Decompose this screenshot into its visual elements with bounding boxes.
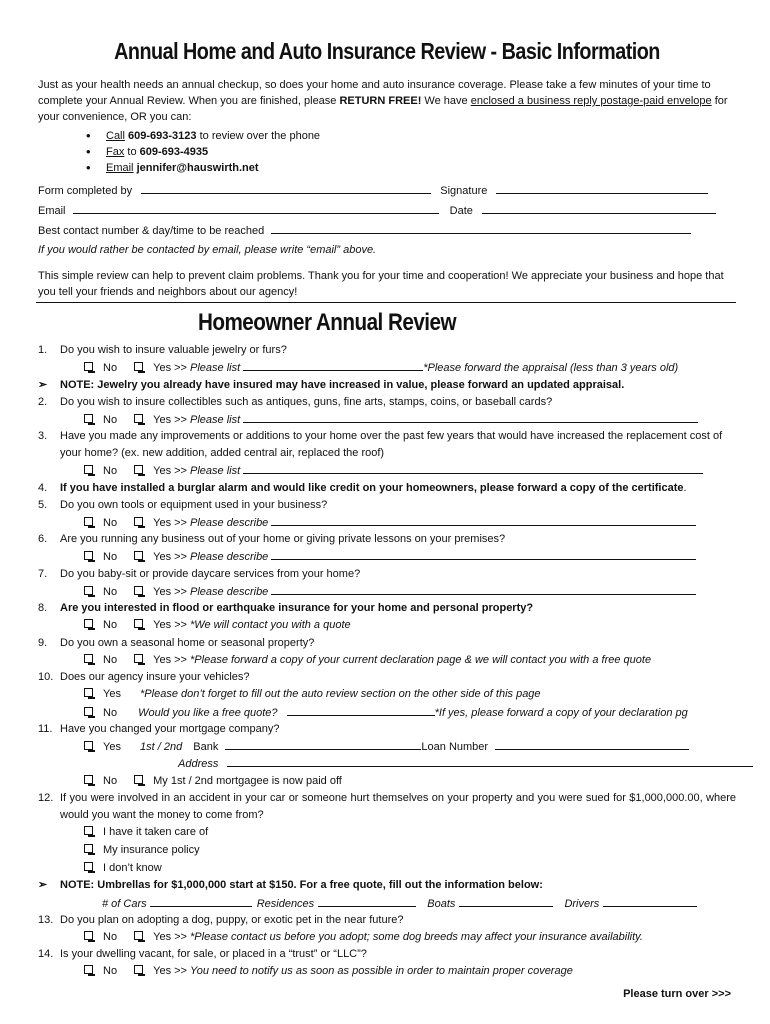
intro-text-2: Review. When you are finished, please bbox=[143, 95, 340, 107]
pet-note: *Please contact us before you adopt; some dog breeds may affect your insurance availability. bbox=[190, 931, 643, 943]
signature-field[interactable] bbox=[496, 182, 708, 194]
q-num: 5. bbox=[38, 499, 48, 511]
boats-label: Boats bbox=[427, 898, 456, 910]
please-describe: Please describe bbox=[190, 517, 269, 529]
form-title: Annual Home and Auto Insurance Review - Basic Information bbox=[114, 38, 660, 64]
question-7 bbox=[38, 566, 736, 583]
yes-label: Yes >> bbox=[153, 362, 191, 374]
no-label: No bbox=[103, 965, 118, 977]
bank-field[interactable] bbox=[225, 738, 421, 750]
question-11 bbox=[38, 721, 736, 738]
no-label: No bbox=[103, 517, 118, 529]
no-label: No bbox=[103, 654, 118, 666]
q5-yes-checkbox[interactable] bbox=[134, 517, 143, 526]
q13-options bbox=[84, 929, 643, 946]
please-list: Please list bbox=[190, 414, 241, 426]
q-tail: . bbox=[683, 482, 687, 494]
cars-label: # of Cars bbox=[102, 898, 147, 910]
q8-no-checkbox[interactable] bbox=[84, 619, 93, 628]
arrow-bullet-icon: ➢ bbox=[38, 879, 48, 891]
intro-envelope: enclosed a business reply postage-paid envelope bbox=[470, 95, 712, 107]
homeowner-title: Homeowner Annual Review bbox=[197, 309, 457, 336]
q1-yes-checkbox[interactable] bbox=[134, 362, 143, 371]
q-num: 6. bbox=[38, 533, 48, 545]
intro-text-4: for your convenience, OR you can: bbox=[38, 95, 728, 123]
email-note: If you would rather be contacted by email, please write “email” above. bbox=[38, 244, 377, 256]
contact-fax bbox=[86, 144, 320, 160]
drivers-field[interactable] bbox=[603, 895, 697, 907]
option-label: I don’t know bbox=[103, 862, 162, 874]
q11-yes-option bbox=[84, 738, 689, 755]
no-label: No bbox=[103, 551, 118, 563]
q13-yes-checkbox[interactable] bbox=[134, 931, 143, 940]
intro-return-free: RETURN FREE! bbox=[339, 95, 422, 107]
q7-yes-checkbox[interactable] bbox=[134, 586, 143, 595]
q7-no-checkbox[interactable] bbox=[84, 586, 93, 595]
q-num: 14. bbox=[38, 948, 54, 960]
loan-number-field[interactable] bbox=[495, 738, 689, 750]
best-contact-row bbox=[38, 222, 691, 238]
turn-over-note: Please turn over >>> bbox=[623, 988, 731, 1000]
thanks-paragraph: This simple review can help to prevent claim problems. Thank you for your time and cooperation! We appreciate your business and hope that you tell your friends and neighbors about our agency! bbox=[38, 270, 724, 298]
please-list: Please list bbox=[190, 362, 241, 374]
q3-no-checkbox[interactable] bbox=[84, 465, 93, 474]
q-text: Do you own tools or equipment used in your business? bbox=[60, 499, 328, 511]
q3-list-field[interactable] bbox=[243, 462, 703, 474]
q-text: Have you made any improvements or additions to your home over the past few years that would have increased the replacement cost of your home? (ex. new addition, added central air, replaced the roof) bbox=[60, 430, 723, 459]
intro-text-3: We have bbox=[421, 95, 471, 107]
fax-label: Fax bbox=[106, 146, 125, 158]
question-6 bbox=[38, 531, 736, 548]
first-second-mortgage: 1st / 2nd bbox=[140, 741, 183, 753]
q1-appraisal-note: *Please forward the appraisal (less than 3 years old) bbox=[423, 362, 679, 374]
email-address: jennifer@hauswirth.net bbox=[133, 162, 259, 174]
q5-no-checkbox[interactable] bbox=[84, 517, 93, 526]
please-describe: Please describe bbox=[190, 586, 269, 598]
q8-options bbox=[84, 617, 351, 634]
fax-to: to bbox=[124, 146, 140, 158]
address-field[interactable] bbox=[227, 755, 753, 767]
question-14 bbox=[38, 946, 736, 963]
q-text: Do you wish to insure collectibles such as antiques, guns, fine arts, stamps, coins, or baseball cards? bbox=[60, 396, 553, 408]
q9-no-checkbox[interactable] bbox=[84, 654, 93, 663]
q2-no-checkbox[interactable] bbox=[84, 414, 93, 423]
q-num: 10. bbox=[38, 671, 54, 683]
vacant-note: You need to notify us as soon as possible in order to maintain proper coverage bbox=[190, 965, 573, 977]
q10-declaration-note: *If yes, please forward a copy of your declaration pg bbox=[434, 707, 688, 719]
date-label: Date bbox=[449, 205, 473, 217]
umbrella-fields bbox=[102, 895, 697, 912]
no-label: No bbox=[103, 414, 118, 426]
q1-options bbox=[84, 359, 678, 376]
boats-field[interactable] bbox=[459, 895, 553, 907]
q-text: Do you wish to insure valuable jewelry or furs? bbox=[60, 344, 287, 356]
contact-options bbox=[86, 128, 320, 176]
q-text: Do you baby-sit or provide daycare services from your home? bbox=[60, 568, 361, 580]
q10-yes-option bbox=[84, 686, 541, 703]
q6-options bbox=[84, 548, 696, 565]
q11-no-option bbox=[84, 773, 342, 790]
form-completed-field[interactable] bbox=[141, 182, 431, 194]
yes-label: Yes >> bbox=[153, 414, 191, 426]
email-field[interactable] bbox=[73, 202, 439, 214]
q-text: Is your dwelling vacant, for sale, or placed in a “trust” or “LLC”? bbox=[60, 948, 367, 960]
q3-yes-checkbox[interactable] bbox=[134, 465, 143, 474]
auto-review-note: *Please don’t forget to fill out the auto review section on the other side of this page bbox=[140, 688, 541, 700]
yes-label: Yes >> bbox=[153, 654, 191, 666]
intro-text-1: Just as your health needs an annual checkup, so does your home and auto insurance coverage. Please take a few minutes of your time to complete your bbox=[38, 79, 711, 107]
question-10 bbox=[38, 669, 736, 686]
best-contact-label: Best contact number & day/time to be reached bbox=[38, 225, 265, 237]
yes-label: Yes >> bbox=[153, 931, 191, 943]
yes-label: Yes >> bbox=[153, 619, 191, 631]
q-text: Do you own a seasonal home or seasonal property? bbox=[60, 637, 315, 649]
please-list: Please list bbox=[190, 465, 241, 477]
no-label: No bbox=[103, 707, 118, 719]
question-3 bbox=[38, 428, 736, 462]
option-label: My insurance policy bbox=[103, 844, 200, 856]
q13-no-checkbox[interactable] bbox=[84, 931, 93, 940]
drivers-label: Drivers bbox=[564, 898, 600, 910]
q-num: 7. bbox=[38, 568, 48, 580]
q2-options bbox=[84, 411, 698, 428]
q14-no-checkbox[interactable] bbox=[84, 965, 93, 974]
signature-label: Signature bbox=[440, 185, 488, 197]
note-umbrella bbox=[38, 877, 736, 894]
q10-no-option bbox=[84, 704, 688, 721]
note-text: NOTE: Umbrellas for $1,000,000 start at $150. For a free quote, fill out the information below: bbox=[60, 879, 543, 891]
q-num: 11. bbox=[38, 723, 53, 735]
q5-describe-field[interactable] bbox=[271, 514, 696, 526]
intro-annual: Annual bbox=[109, 95, 144, 107]
form-completed-row bbox=[38, 182, 708, 198]
q-text: Does our agency insure your vehicles? bbox=[60, 671, 250, 683]
yes-label: Yes >> bbox=[153, 517, 191, 529]
no-label: No bbox=[103, 362, 118, 374]
q-num: 8. bbox=[38, 602, 48, 614]
question-4 bbox=[38, 480, 736, 497]
q2-yes-checkbox[interactable] bbox=[134, 414, 143, 423]
residences-field[interactable] bbox=[318, 895, 416, 907]
q1-list-field[interactable] bbox=[243, 359, 423, 371]
question-5 bbox=[38, 497, 736, 514]
q3-options bbox=[84, 462, 703, 479]
best-contact-field[interactable] bbox=[271, 222, 691, 234]
q-text: Have you changed your mortgage company? bbox=[60, 723, 280, 735]
q2-list-field[interactable] bbox=[243, 411, 698, 423]
mortgage-paid-off: My 1st / 2nd mortgagee is now paid off bbox=[153, 775, 342, 787]
question-9 bbox=[38, 635, 736, 652]
quote-note: *We will contact you with a quote bbox=[190, 619, 351, 631]
note-text: NOTE: Jewelry you already have insured may have increased in value, please forward an updated appraisal. bbox=[60, 379, 625, 391]
q8-yes-checkbox[interactable] bbox=[134, 619, 143, 628]
no-label: No bbox=[103, 931, 118, 943]
section-divider bbox=[36, 302, 736, 303]
no-label: No bbox=[103, 586, 118, 598]
q-num: 1. bbox=[38, 344, 48, 356]
q12-option-2 bbox=[84, 842, 200, 859]
yes-label: Yes bbox=[103, 741, 121, 753]
address-label: Address bbox=[178, 758, 219, 770]
no-label: No bbox=[103, 619, 118, 631]
email-field-label: Email bbox=[38, 205, 66, 217]
residences-label: Residences bbox=[256, 898, 315, 910]
q-num: 3. bbox=[38, 430, 48, 442]
bank-label: Bank bbox=[193, 741, 219, 753]
please-describe: Please describe bbox=[190, 551, 269, 563]
question-13 bbox=[38, 912, 736, 929]
question-8 bbox=[38, 600, 736, 617]
question-1 bbox=[38, 342, 736, 359]
call-label: Call bbox=[106, 130, 125, 142]
no-label: No bbox=[103, 775, 118, 787]
q11-yes-checkbox[interactable] bbox=[84, 741, 93, 750]
loan-number-label: Loan Number bbox=[421, 741, 489, 753]
yes-label: Yes >> bbox=[153, 551, 191, 563]
fax-number: 609-693-4935 bbox=[139, 146, 209, 158]
q11-no-checkbox[interactable] bbox=[84, 775, 93, 784]
q-text: If you have installed a burglar alarm and would like credit on your homeowners, please forward a copy of the certificate bbox=[60, 482, 684, 494]
q6-yes-checkbox[interactable] bbox=[134, 551, 143, 560]
q-num: 9. bbox=[38, 637, 48, 649]
q9-options bbox=[84, 652, 651, 669]
option-label: I have it taken care of bbox=[103, 826, 209, 838]
q11-address-row bbox=[178, 755, 753, 772]
q10-no-checkbox[interactable] bbox=[84, 707, 93, 716]
q14-options bbox=[84, 963, 573, 980]
question-2 bbox=[38, 394, 736, 411]
declaration-note: *Please forward a copy of your current declaration page & we will contact you with a free quote bbox=[190, 654, 652, 666]
q6-no-checkbox[interactable] bbox=[84, 551, 93, 560]
question-12 bbox=[38, 790, 736, 824]
call-rest: to review over the phone bbox=[196, 130, 321, 142]
cars-field[interactable] bbox=[150, 895, 252, 907]
date-field[interactable] bbox=[482, 202, 716, 214]
q12-opt2-checkbox[interactable] bbox=[84, 844, 93, 853]
q-num: 12. bbox=[38, 792, 54, 804]
q11-paid-off-checkbox[interactable] bbox=[134, 775, 143, 784]
q12-option-1 bbox=[84, 824, 208, 841]
phone-number: 609-693-3123 bbox=[128, 130, 197, 142]
no-label: No bbox=[103, 465, 118, 477]
yes-label: Yes >> bbox=[153, 586, 191, 598]
q-text: Do you plan on adopting a dog, puppy, or exotic pet in the near future? bbox=[60, 914, 404, 926]
contact-call bbox=[86, 128, 320, 144]
q10-quote-field[interactable] bbox=[287, 704, 435, 716]
q6-describe-field[interactable] bbox=[271, 548, 696, 560]
q12-opt1-checkbox[interactable] bbox=[84, 826, 93, 835]
q7-describe-field[interactable] bbox=[271, 583, 696, 595]
email-label: Email bbox=[106, 162, 134, 174]
q-num: 4. bbox=[38, 482, 48, 494]
q14-yes-checkbox[interactable] bbox=[134, 965, 143, 974]
q12-opt3-checkbox[interactable] bbox=[84, 862, 93, 871]
yes-label: Yes >> bbox=[153, 465, 191, 477]
yes-label: Yes bbox=[103, 688, 121, 700]
q-text: If you were involved in an accident in your car or someone hurt themselves on your property and you were sued for $1,000,000.00, where would you want the money to come from? bbox=[60, 792, 736, 821]
free-quote-question: Would you like a free quote? bbox=[138, 707, 278, 719]
q7-options bbox=[84, 583, 696, 600]
contact-email bbox=[86, 160, 320, 176]
form-completed-label: Form completed by bbox=[38, 185, 133, 197]
arrow-bullet-icon: ➢ bbox=[38, 379, 48, 391]
q-num: 13. bbox=[38, 914, 54, 926]
q12-option-3 bbox=[84, 860, 162, 877]
q9-yes-checkbox[interactable] bbox=[134, 654, 143, 663]
intro-paragraph bbox=[38, 77, 736, 125]
q-text: Are you interested in flood or earthquake insurance for your home and personal property? bbox=[60, 602, 534, 614]
q1-no-checkbox[interactable] bbox=[84, 362, 93, 371]
note-jewelry bbox=[38, 377, 736, 394]
q10-yes-checkbox[interactable] bbox=[84, 688, 93, 697]
yes-label: Yes >> bbox=[153, 965, 191, 977]
q-text: Are you running any business out of your home or giving private lessons on your premises? bbox=[60, 533, 506, 545]
q5-options bbox=[84, 514, 696, 531]
email-row bbox=[38, 202, 716, 218]
q-num: 2. bbox=[38, 396, 48, 408]
